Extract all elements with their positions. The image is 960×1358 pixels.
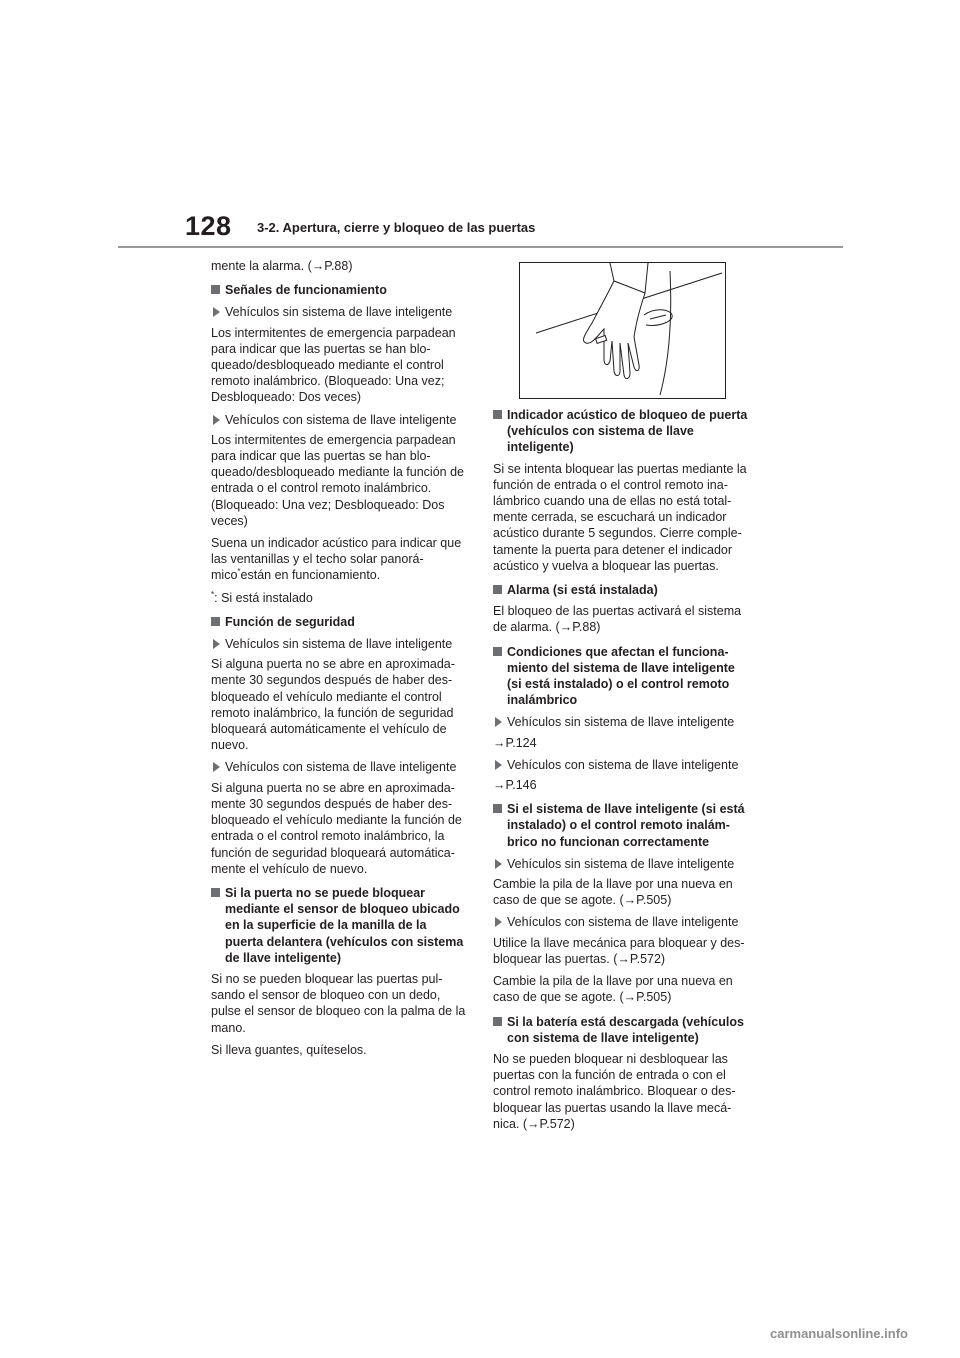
footnote-asterisk: *: [211, 589, 215, 599]
right-column: [493, 260, 749, 1138]
paragraph-buzzer-windows: [211, 535, 467, 584]
subheading-smart-key: Vehículos con sistema de llave inteligente: [493, 757, 749, 773]
paragraph-alarm: El bloqueo de las puertas activará el sistema de alarma. (→P.88): [493, 604, 742, 635]
paragraph-security-remote: Si alguna puerta no se abre en aproximada-mente 30 segundos después de haber des-bloqueado el vehículo mediante el control remoto inalámbrico, la función de seguridad bloqueará automáticamente el vehículo de nuevo.: [211, 657, 455, 753]
subheading-smart-key: Vehículos con sistema de llave inteligente: [493, 914, 749, 930]
paragraph-signals-entry: Los intermitentes de emergencia parpadean para indicar que las puertas se han blo-queado/desbloqueado mediante la función de entrada o el control remoto inalámbrico. (Bloqueado: Una vez; Desbloqueado: Dos veces): [211, 432, 464, 528]
heading-dead-battery: Si la batería está descargada (vehículos con sistema de llave inteligente): [493, 1014, 749, 1046]
heading-lock-sensor: Si la puerta no se puede bloquear mediante el sensor de bloqueo ubicado en la superficie de la manilla de la puerta delantera (vehículos con sistema de llave inteligente): [211, 885, 467, 966]
paragraph-alarm-continued: mente la alarma. (→P.88): [211, 259, 353, 273]
asterisk-marker: *: [237, 567, 241, 577]
header-divider: [118, 246, 843, 248]
hand-on-door-handle-illustration: [519, 262, 726, 399]
paragraph-sensor-palm: Si no se pueden bloquear las puertas pul-sando el sensor de bloqueo con un dedo, pulse el sensor de bloqueo con la palma de la mano.: [211, 971, 466, 1035]
paragraph-signals-remote: Los intermitentes de emergencia parpadean para indicar que las puertas se han blo-queado/desbloqueado mediante el control remoto inalámbrico. (Bloqueado: Una vez; Desbloqueado: Dos veces): [211, 325, 456, 405]
footnote: [211, 590, 467, 606]
paragraph-replace-battery: Cambie la pila de la llave por una nueva en caso de que se agote. (→P.505): [493, 974, 733, 1005]
paragraph-dead-battery: No se pueden bloquear ni desbloquear las puertas con la función de entrada o con el control remoto inalámbrico. Bloquear o des-bloquear las puertas usando la llave mecá-nica. (→P.572): [493, 1051, 736, 1131]
reference-page-124[interactable]: →P.124: [493, 735, 537, 750]
subheading-no-smart-key: Vehículos sin sistema de llave inteligente: [211, 304, 467, 320]
section-title: 3-2. Apertura, cierre y bloqueo de las puertas: [257, 220, 536, 235]
footnote-text: : Si está instalado: [214, 590, 313, 605]
watermark: carmanualsonline.info: [770, 1326, 908, 1341]
subheading-no-smart-key: Vehículos sin sistema de llave inteligente: [493, 856, 749, 872]
heading-security: Función de seguridad: [211, 614, 467, 630]
hand-illustration-icon: [520, 263, 725, 398]
buzzer-text-a: Suena un indicador acústico para indicar que las ventanillas y el techo solar panorá-mico: [211, 536, 462, 583]
paragraph-door-lock-buzzer: Si se intenta bloquear las puertas mediante la función de entrada o el control remoto ina-lámbrico cuando una de ellas no está total-mente cerrada, se escuchará un indicador acústico durante 5 segundos. Cierre comple-tamente la puerta para detener el indicador acústico y vuelva a bloquear las puertas.: [493, 461, 747, 573]
page-number: 128: [185, 211, 232, 241]
left-column: [211, 258, 467, 1064]
subheading-no-smart-key: Vehículos sin sistema de llave inteligente: [211, 636, 467, 652]
paragraph-replace-battery: Cambie la pila de la llave por una nueva en caso de que se agote. (→P.505): [493, 877, 733, 908]
heading-alarm: Alarma (si está instalada): [493, 582, 749, 598]
subheading-smart-key: Vehículos con sistema de llave inteligente: [211, 412, 467, 428]
paragraph-mechanical-key: Utilice la llave mecánica para bloquear y des-bloquear las puertas. (→P.572): [493, 935, 745, 966]
heading-malfunction: Si el sistema de llave inteligente (si está instalado) o el control remoto inalám-brico no funcionan correctamente: [493, 801, 749, 850]
heading-conditions: Condiciones que afectan el funciona-miento del sistema de llave inteligente (si está instalado) o el control remoto inalámbrico: [493, 644, 749, 709]
heading-signals: Señales de funcionamiento: [211, 282, 467, 298]
subheading-no-smart-key: Vehículos sin sistema de llave inteligente: [493, 714, 749, 730]
reference-page-146[interactable]: →P.146: [493, 778, 537, 793]
paragraph-security-entry: Si alguna puerta no se abre en aproximada-mente 30 segundos después de haber des-bloqueado el vehículo mediante la función de entrada o el control remoto inalámbrico, la función de seguridad bloqueará automática-mente el vehículo de nuevo.: [211, 780, 462, 876]
subheading-smart-key: Vehículos con sistema de llave inteligente: [211, 759, 467, 775]
heading-door-lock-buzzer: Indicador acústico de bloqueo de puerta (vehículos con sistema de llave inteligente): [493, 407, 749, 456]
paragraph-sensor-gloves: Si lleva guantes, quíteselos.: [211, 1042, 367, 1057]
buzzer-text-b: están en funcionamiento.: [240, 568, 381, 583]
